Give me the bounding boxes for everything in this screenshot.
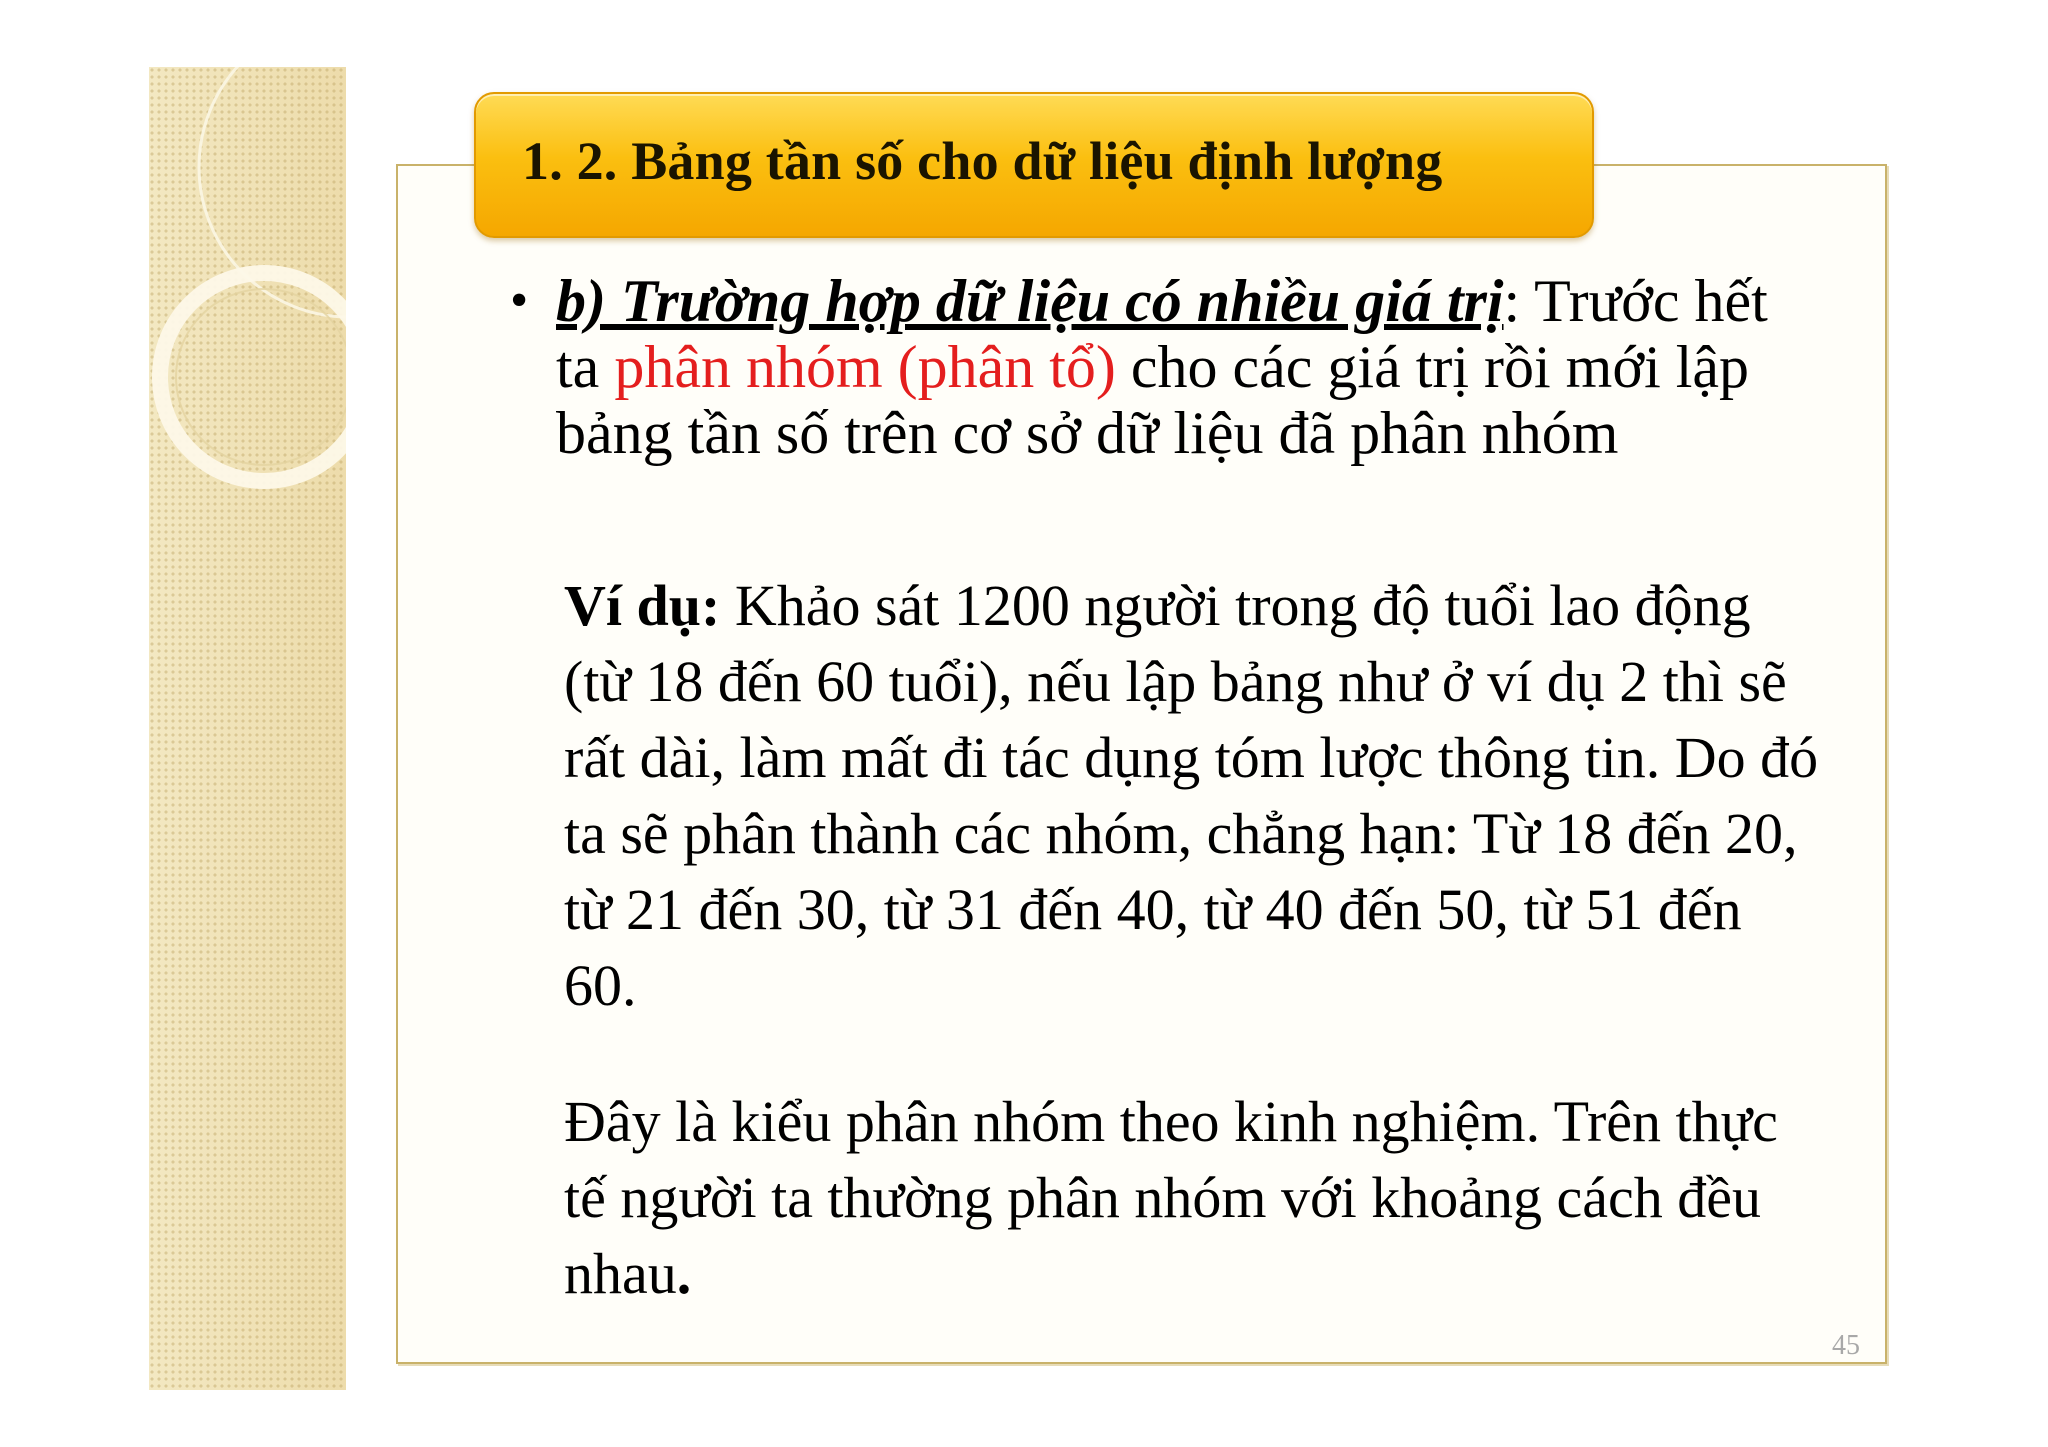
example-text-2: Đây là kiểu phân nhóm theo kinh nghiệm. Trên thực tế người ta thường phân nhóm với khoảng cách đều nhau: [564, 1089, 1778, 1306]
example-label: Ví dụ:: [564, 573, 721, 638]
slide-title: 1. 2. Bảng tần số cho dữ liệu định lượng: [522, 131, 1443, 191]
bullet-colon: :: [1503, 268, 1521, 334]
page-number: 45: [1832, 1330, 1860, 1361]
bullet-highlight: phân nhóm (phân tổ): [614, 334, 1116, 400]
title-bar: [474, 92, 1594, 238]
bullet-point: [510, 268, 1810, 466]
bullet-text-part-1: Trước hết ta: [556, 268, 1768, 400]
example-paragraph-2: [564, 1084, 1824, 1312]
bullet-text-part-2: cho các giá trị rồi mới lập bảng tần số trên cơ sở dữ liệu đã phân nhóm: [556, 334, 1750, 466]
example-end-period: .: [676, 1241, 692, 1306]
example-block: [564, 568, 1824, 1312]
example-paragraph-1: [564, 568, 1824, 1024]
decorative-circles: [149, 67, 346, 527]
example-text: Khảo sát 1200 người trong độ tuổi lao động (từ 18 đến 60 tuổi), nếu lập bảng như ở ví dụ 2 thì sẽ rất dài, làm mất đi tác dụng tóm lược thông tin. Do đó ta sẽ phân thành các nhóm, chẳng hạn: Từ 18 đến 20, từ 21 đến 30, từ 31 đến 40, từ 40 đến 50, từ 51 đến 60.: [564, 573, 1819, 1018]
bullet-heading: b) Trường hợp dữ liệu có nhiều giá trị: [556, 268, 1504, 334]
bullet-dot: •: [510, 272, 529, 329]
bullet-text: [556, 268, 1810, 466]
